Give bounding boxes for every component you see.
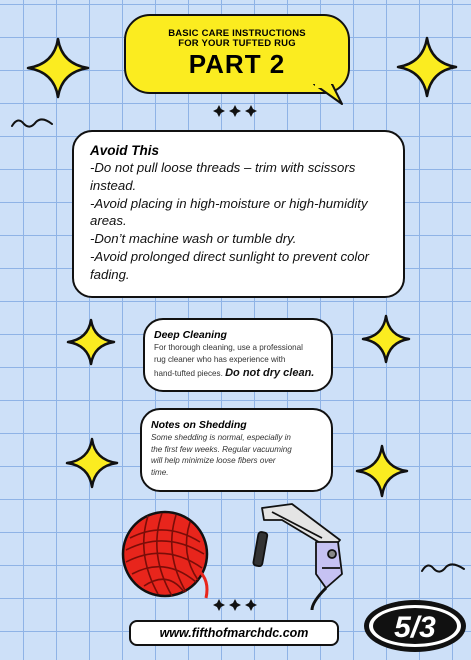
- deep-cleaning-line: For thorough cleaning, use a professional: [154, 343, 303, 352]
- page-title: PART 2: [188, 49, 286, 79]
- avoid-line: -Do not pull loose threads – trim with scissors: [90, 160, 356, 175]
- sparkle-icon: [361, 314, 411, 364]
- yarn-ball-icon: [118, 508, 212, 600]
- header-subtitle-line2: FOR YOUR TUFTED RUG: [178, 38, 296, 49]
- deep-cleaning-line: hand-tufted pieces.: [154, 368, 223, 378]
- avoid-line: -Avoid prolonged direct sunlight to prevent color: [90, 248, 370, 264]
- squiggle-icon: [10, 116, 54, 130]
- website-url[interactable]: www.fifthofmarchdc.com: [129, 620, 339, 646]
- avoid-line: fading.: [90, 266, 130, 282]
- shedding-line: will help minimize loose fibers over: [151, 456, 276, 466]
- sparkle-icon: [396, 36, 458, 98]
- brand-logo: [362, 598, 468, 654]
- three-dots-icon: [213, 597, 257, 613]
- sparkle-icon: [26, 37, 90, 99]
- sparkle-icon: [66, 318, 116, 366]
- deep-cleaning-line-last: [154, 367, 323, 380]
- sparkle-icon: [65, 437, 119, 489]
- avoid-line: -Don’t machine wash or tumble dry.: [90, 231, 297, 247]
- brand-logo-text: 5/3: [394, 611, 436, 644]
- avoid-line: -Avoid placing in high-moisture or high-humidity: [90, 195, 368, 211]
- shedding-line: Some shedding is normal, especially in: [151, 433, 291, 442]
- shedding-card: [140, 408, 333, 492]
- deep-cleaning-line: rug cleaner who has experience with: [154, 355, 286, 365]
- shedding-line: time.: [151, 467, 169, 477]
- sparkle-icon: [355, 444, 409, 498]
- avoid-heading: Avoid This: [90, 143, 160, 158]
- avoid-line: areas.: [90, 213, 127, 229]
- squiggle-icon: [420, 561, 466, 577]
- avoid-line: instead.: [90, 177, 137, 193]
- deep-cleaning-emphasis: Do not dry clean.: [225, 366, 315, 379]
- header-subtitle-line1: BASIC CARE INSTRUCTIONS: [168, 28, 306, 39]
- deep-cleaning-heading: Deep Cleaning: [154, 329, 227, 341]
- avoid-card: [72, 130, 405, 298]
- shedding-line: the first few weeks. Regular vacuuming: [151, 444, 292, 454]
- tufting-gun-icon: [252, 498, 352, 610]
- three-dots-icon: [213, 103, 257, 119]
- bubble-tail-icon: [312, 84, 346, 106]
- shedding-heading: Notes on Shedding: [151, 419, 247, 431]
- deep-cleaning-card: [143, 318, 333, 392]
- header-bubble: [124, 14, 350, 94]
